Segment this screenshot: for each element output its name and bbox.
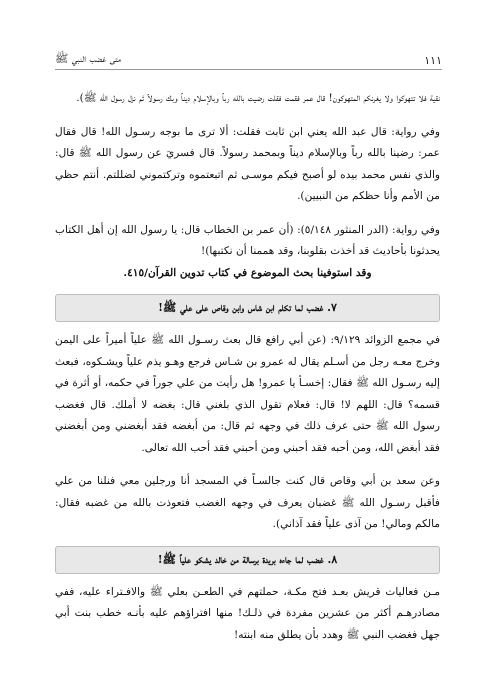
paragraph: مـن فعاليات قريش بعـد فتح مكـة، حملتهم في الطعـن بعلي ﷺ والافـتراء عليه، ففي مصادرهـم أكثر من عشرين مفردة في ذلـك! منها افتراؤهم عليه بأنـه خطب بنت أبي جهل فغضب النبي ﷺ وهدد بأن يطلق منه ابنته! (55, 585, 440, 641)
section-heading-text: ٨. غضب لما جاءه بريدة برسالة من خالد يشكو علياً ﷺ! (157, 552, 338, 566)
page-number: ١١١ (424, 53, 442, 67)
section-heading-7 (55, 294, 440, 322)
header-rule (55, 69, 442, 70)
section-heading-text: ٧. غضب لما تكلم ابن شاس وابن وقاص على علي ﷺ! (158, 301, 337, 315)
running-title: متى غضب النبي ﷺ (55, 52, 121, 65)
page-header (55, 52, 442, 68)
paragraph: نقية فلا تتهوكوا ولا يغرنكم المتهوكون! قال عمر فقمت فقلت رضيت بالله رباً وبالإسلام ديناً وبك رسولاً ثم نزل رسول الله ﷺ). (76, 92, 440, 104)
paragraph: وفي رواية: (الدر المنثور ٥/١٤٨): (أن عمر بن الخطاب قال: يا رسول الله إن أهل الكتاب يحدثونا بأحاديث قد أخذت بقلوبنا، وقد هممنا أن نكتبها)! (55, 223, 440, 257)
paragraph: في مجمع الزوائد ٩/١٢٩: (عن أبي رافع قال بعث رسـول الله ﷺ علياً أميراً على اليمن وخرج معـه رجل من أسـلم يقال له عمرو بن شـاس فرجع وهـو يذم علياً ويشـكوه، فبعث إليه رسـول الله ﷺ فقال: إخسـأ يا عمرو! هل رأيت من علي جوراً في حكمه، أو أثرة في قسمه؟ قال: اللهم لا! قال: فعلام تقول الذي بلغني قال: بغضه لا أملك. قال فغضب رسول الله ﷺ حتى عرف ذلك في وجهه ثم قال: من أبغضه فقد أبغضني ومن أبغضني فقد أبغض الله، ومن أحبه فقد أحبني ومن أحبني فقد أحب الله تعالى. (55, 334, 441, 454)
reference-note: وقد استوفينا بحث الموضوع في كتاب تدوين القرآن/٤١٥. (123, 266, 372, 279)
page-body (55, 88, 440, 646)
paragraph: وفي رواية: قال عبد الله يعني ابن ثابت فقلت: ألا ترى ما بوجه رسـول الله! قال فقال عمر: رضينا بالله رباً وبالإسلام ديناً وبمحمد رسولاً. قال فسريَ عن رسول الله ﷺ قال: والذي نفس محمد بيده لو أصبح فيكم موسـى ثم اتبعتموه وتركتموني لضللتم. أنتم حظي من الأمم وأنا حظكم من النبيين). (55, 125, 440, 202)
section-heading-8 (55, 546, 440, 574)
paragraph: وعن سعد بن أبي وقاص قال كنت جالسـاً في المسجد أنا ورجلين معي فنلنا من علي فأقبل رسـول الله ﷺ غضبان يعرف في وجهه الغضب فتعوذت بالله من غضبه فقال: مالكم ومالي! من آذى علياً فقد آذاني). (55, 475, 440, 530)
